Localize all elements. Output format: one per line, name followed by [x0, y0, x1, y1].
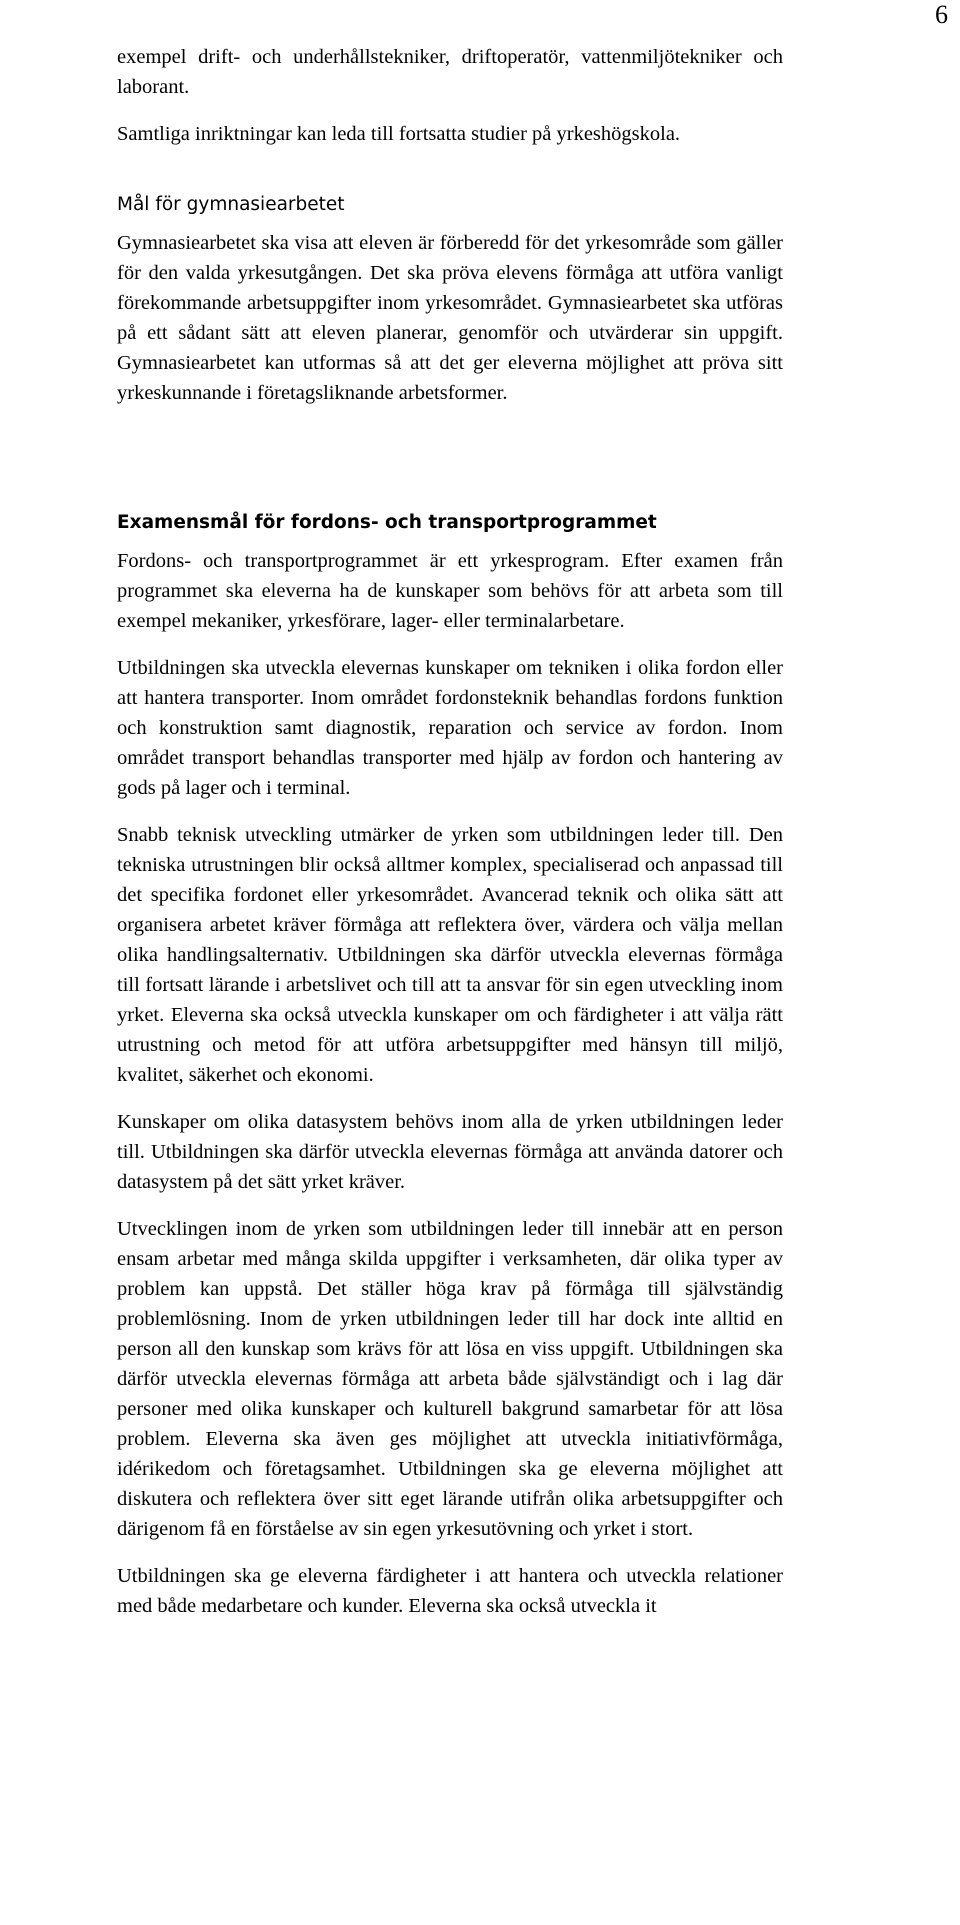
paragraph-gymnasiearbetet: Gymnasiearbetet ska visa att eleven är förberedd för det yrkesområde som gäller för den valda yrkesutgången. Det ska pröva elevens förmåga att utföra vanligt förekommande arbetsuppgifter inom yrkesområdet. Gymnasiearbetet ska utföras på ett sådant sätt att eleven planerar, genomför och utvärderar sin uppgift. Gymnasiearbetet kan utformas så att det ger eleverna möjlighet att pröva sitt yrkeskunnande i företagsliknande arbetsformer. [117, 232, 783, 404]
paragraph-datasystem: Kunskaper om olika datasystem behövs inom alla de yrken utbildningen leder till. Utbildningen ska därför utveckla elevernas förmåga att använda datorer och datasystem på det sätt yrket kräver. [117, 1111, 783, 1193]
page-content [117, 42, 783, 1621]
paragraph-relationer: Utbildningen ska ge eleverna färdigheter i att hantera och utveckla relationer med både medarbetare och kunder. Eleverna ska också utveckla it [117, 1565, 783, 1617]
heading-examensmal: Examensmål för fordons- och transportprogrammet [117, 512, 657, 533]
paragraph-intro-continuation: exempel drift- och underhållstekniker, driftoperatör, vattenmiljötekniker och laborant. [117, 46, 783, 98]
paragraph-problemlosning: Utvecklingen inom de yrken som utbildningen leder till innebär att en person ensam arbetar med många skilda uppgifter i verksamheten, där olika typer av problem kan uppstå. Det ställer höga krav på förmåga till självständig problemlösning. Inom de yrken utbildningen leder till har dock inte alltid en person all den kunskap som krävs för att lösa en viss uppgift. Utbildningen ska därför utveckla elevernas förmåga att arbeta både självständigt och i lag där personer med olika kunskaper och kulturell bakgrund samarbetar för att lösa problem. Eleverna ska även ges möjlighet att utveckla initiativförmåga, idérikedom och företagsamhet. Utbildningen ska ge eleverna möjlighet att diskutera och reflektera över sitt eget lärande utifrån olika arbetsuppgifter och därigenom få en förståelse av sin egen yrkesutövning och yrket i stort. [117, 1218, 783, 1540]
paragraph-teknik-och-transporter: Utbildningen ska utveckla elevernas kunskaper om tekniken i olika fordon eller att hantera transporter. Inom området fordonsteknik behandlas fordons funktion och konstruktion samt diagnostik, reparation och service av fordon. Inom området transport behandlas transporter med hjälp av fordon och hantering av gods på lager och i terminal. [117, 657, 783, 799]
heading-mal-for-gymnasiearbetet: Mål för gymnasiearbetet [117, 194, 345, 215]
page-number: 6 [935, 0, 948, 29]
paragraph-yrkeshogskola: Samtliga inriktningar kan leda till fortsatta studier på yrkeshögskola. [117, 123, 681, 145]
paragraph-yrkesprogram: Fordons- och transportprogrammet är ett yrkesprogram. Efter examen från programmet ska eleverna ha de kunskaper som behövs för att arbeta som till exempel mekaniker, yrkesförare, lager- eller terminalarbetare. [117, 550, 783, 632]
paragraph-teknisk-utveckling: Snabb teknisk utveckling utmärker de yrken som utbildningen leder till. Den tekniska utrustningen blir också alltmer komplex, specialiserad och anpassad till det specifika fordonet eller yrkesområdet. Avancerad teknik och olika sätt att organisera arbetet kräver förmåga att reflektera över, värdera och välja mellan olika handlingsalternativ. Utbildningen ska därför utveckla elevernas förmåga till fortsatt lärande i arbetslivet och till att ta ansvar för sin egen utveckling inom yrket. Eleverna ska också utveckla kunskaper om och färdigheter i att välja rätt utrustning och metod för att utföra arbetsuppgifter med hänsyn till miljö, kvalitet, säkerhet och ekonomi. [117, 824, 783, 1086]
